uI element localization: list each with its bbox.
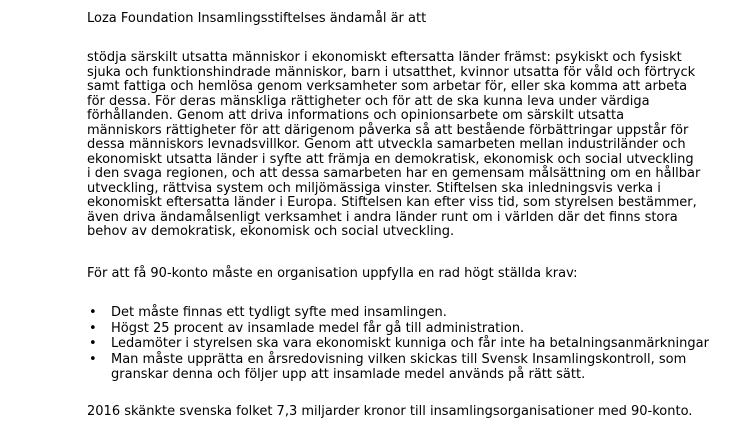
list-item (87, 321, 709, 337)
paragraph-line: behov av demokratisk, ekonomisk och social utveckling. (87, 224, 455, 239)
list-item (87, 352, 709, 383)
paragraph-line: för dessa. För deras mänskliga rättigheter och för att de ska kunna leva under värdiga (87, 93, 650, 109)
paragraph-line: sjuka och funktionshindrade människor, barn i utsatthet, kvinnor utsatta för våld och förtryck (87, 64, 696, 80)
paragraph-line: utveckling, rättvisa system och miljömässiga vinster. Stiftelsen ska inledningsvis verka i (87, 180, 661, 196)
purpose-paragraph (87, 51, 727, 240)
list-item-text: Man måste upprätta en årsredovisning vilken skickas till Svensk Insamlingskontroll, som (111, 351, 687, 367)
paragraph-line: stödja särskilt utsatta människor i ekonomiskt eftersatta länder främst: psykiskt och fysiskt (87, 50, 682, 65)
bullet-icon: • (89, 320, 97, 336)
requirements-list (87, 305, 709, 383)
requirements-intro: För att få 90-konto måste en organisation uppfylla en rad högt ställda krav: (87, 266, 578, 281)
bullet-icon: • (89, 305, 97, 320)
document-heading: Loza Foundation Insamlingsstiftelses ändamål är att (87, 11, 427, 26)
list-item (87, 336, 709, 352)
list-item-text: Ledamöter i styrelsen ska vara ekonomiskt kunniga och får inte ha betalningsanmärkningar (111, 336, 709, 351)
list-item-text-continued: granskar denna och följer upp att insamlade medel används på rätt sätt. (111, 367, 586, 382)
paragraph-line: ekonomiskt utsatta länder i syfte att främja en demokratisk, ekonomisk och social utveckling (87, 151, 694, 167)
paragraph-line: dessa människors levnadsvillkor. Genom att utveckla samarbeten mellan industriländer och (87, 137, 686, 152)
paragraph-line: förhållanden. Genom att driva informations och opinionsarbete om särskilt utsatta (87, 108, 625, 123)
paragraph-line: även driva ändamålsenligt verksamhet i andra länder runt om i världen där det finns stora (87, 209, 678, 225)
donation-statistic: 2016 skänkte svenska folket 7,3 miljarder kronor till insamlingsorganisationer med 90-konto. (87, 404, 693, 419)
bullet-icon: • (89, 336, 97, 351)
list-item-text: Högst 25 procent av insamlade medel får gå till administration. (111, 320, 525, 336)
paragraph-line: ekonomiskt eftersatta länder i Europa. Stiftelsen kan efter viss tid, som styrelsen bestämmer, (87, 195, 697, 210)
list-item-text: Det måste finnas ett tydligt syfte med insamlingen. (111, 305, 447, 320)
paragraph-line: i den svaga regionen, och att dessa samarbeten har en gemensam målsättning om en hållbar (87, 166, 701, 181)
bullet-icon: • (89, 351, 97, 367)
list-item (87, 305, 709, 321)
paragraph-line: samt fattiga och hemlösa genom verksamheter som arbetar för, eller ska komma att arbeta (87, 79, 688, 94)
paragraph-line: människors rättigheter för att därigenom påverka så att bestående förbättringar uppstår för (87, 122, 689, 138)
